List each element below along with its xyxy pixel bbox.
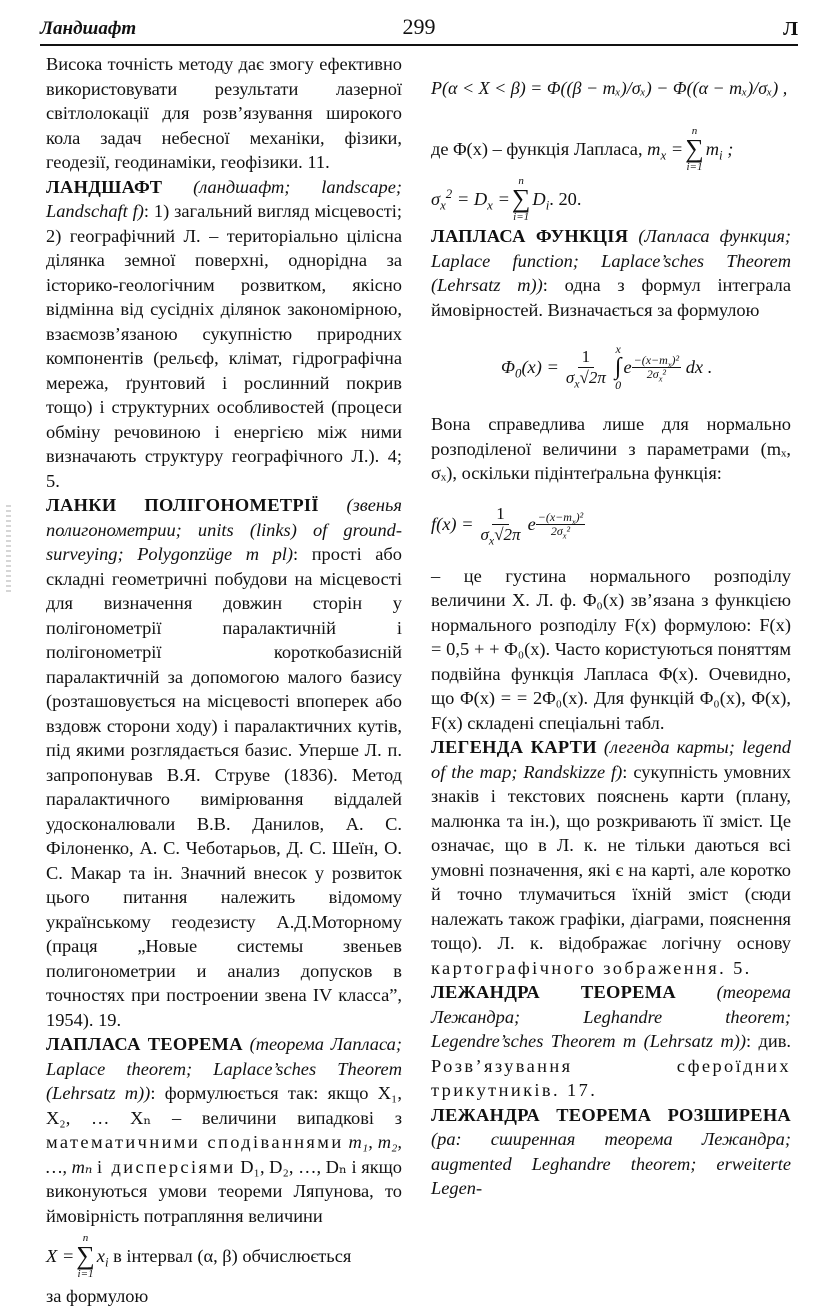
mx-sum: $m_x$ =	[647, 138, 684, 163]
entry-laplasa-teorema	[46, 1032, 402, 1228]
scan-artifact	[6, 505, 11, 595]
entry-laplasa-funktsiia	[431, 224, 791, 322]
entry-translations: (Лапласа функция; Laplace function; Laplace’sches Theorem (Lehrsatz m))	[431, 226, 791, 295]
where-text: де Φ(x) – функція Лапласа,	[431, 138, 643, 159]
entry-definition: : сукупність умовних знаків і текстових пояснень карти (плану, малюнка та ін.), що розкривають її зміст. Це означає, що в Л. к. не тільки даються всі умовні позначення, які є на карті, але коротко й точно тлумачиться їхній зміст (сюди належать також графіки, діаграми, пояснення тощо). Л. к. відображає логічну основу	[431, 761, 791, 953]
integral-operator: x ∫ 0	[614, 342, 622, 392]
page-number: 299	[402, 14, 436, 39]
x-sum-formula	[46, 1228, 402, 1284]
prob-formula-text: P(α < X < β) = Φ((β − mₓ)/σₓ) − Φ((α − mₓ)/σₓ) ,	[431, 77, 788, 98]
spaced-text: і дисперсіями	[96, 1156, 236, 1177]
entry-translations: (ландшафт; landscape; Landschaft f)	[46, 176, 402, 221]
entry-term: ЛАПЛАСА ТЕОРЕМА	[46, 1034, 243, 1054]
entry-definition: : формулюється так: якщо X₁, X₂, … Xₙ – величини випадкові з	[46, 1083, 402, 1128]
entry-definition: : прості або складні геометричні побудови на місцевості для визначення довжин сторін у полігонометрії паралактичній і полігонометрії короткобазисній паралактичній за допомогою малого базису (розташовується на місцевості впоперек або вздовж сторони ходу) і паралактичних кутів, під якими розглядається базис. Уперше Л. п. запропонував В.Я. Струве (1836). Метод паралактичного вимірювання віддалей удосконалювали В.В. Данилов, А. С. Філоненко, А. С. Чеботарьов, Д. С. Шеїн, О. С. Макар та ін. Значний внесок у розвиток цього питання належить відомому українському геодезисту А.Д.Моторному (праця „Новые системы звеньев полигонометрии и анализ допусков в точностях при построении звена IV класса”, 1954). 19.	[46, 544, 402, 1030]
formula-lead-text: за формулою	[46, 1286, 149, 1306]
fraction: $\frac{1}{\sigma_x√2\pi}$	[565, 346, 606, 390]
phi0-formula: $\Phi_0(x)$ = $\frac{1}{\sigma_x√2\pi}$ x ∫ 0 e $-(x-m_x)^2$ $2\sigma_x^2$ dx .	[501, 342, 713, 392]
paragraph-continuation: Висока точність методу дає змогу ефективно використовувати результати лазерної світлолокації для розв’язування широкого кола задач небесної механіки, фізики, геодезії, геодинаміки, геофізики. 11.	[46, 54, 402, 172]
entry-term: ЛЕЖАНДРА ТЕОРЕМА РОЗШИРЕНА	[431, 1104, 791, 1125]
entry-term: ЛЕЖАНДРА ТЕОРЕМА	[431, 982, 676, 1002]
left-column	[46, 52, 402, 1309]
entry-lezhandra-teorema	[431, 980, 791, 1103]
entry-definition-cont: D₁, D₂, …, Dₙ і якщо виконуються умови теореми Ляпунова, то ймовірність потрапляння величини	[46, 1156, 402, 1226]
density-text: – це густина нормального розподілу величини X. Л. ф. Φ₀(x) зв’язана з функцією нормального розподілу F(x) формулою: F(x) = 0,5 + + Φ₀(x). Часто користуються поняттям подвійна функція Лапласа Φ(x). Очевидно, що Φ(x) = = 2Φ₀(x). Для функцій Φ₀(x), Φ(x), F(x) складені спеціальні табл.	[431, 565, 791, 733]
math-xi: $x_i$	[96, 1245, 109, 1270]
exponent: $-(x-m_x)^2$ $2\sigma_x^2$	[633, 352, 680, 383]
header-section-name: Ландшафт	[40, 18, 137, 39]
where-line: де Φ(x) – функція Лапласа, $m_x$ = n ∑ i=1 $m_i$ ;	[431, 125, 734, 173]
header-rule	[40, 44, 798, 46]
entry-definition: : 1) загальний вигляд місцевості; 2) географічний Л. – територіально цілісна ділянка земної поверхні, однорідна за історико-геологічним розвитком, якісно відмінна від сусідніх ділянок закономірною, взаємозв’язаною сукупністю природних компонентів (рельєф, клімат, гідрографічна мережа, ґрунтовий і рослинний покрив тощо) і структурних особливостей (процеси обміну речовиною і енергією між ними визначають структуру географічного Л.). 4; 5.	[46, 201, 402, 491]
sum-operator: n ∑ i=1	[685, 125, 704, 173]
probability-formula	[431, 52, 791, 124]
entry-term: ЛЕГЕНДА КАРТИ	[431, 737, 597, 757]
spaced-text: картографічного зображення. 5.	[431, 957, 752, 978]
density-formula: f(x) = $\frac{1}{\sigma_x√2\pi}$ e $-(x-m_x)^2$ $2\sigma_x^2$	[431, 504, 584, 548]
header-letter: Л	[783, 18, 798, 40]
right-column	[431, 52, 791, 1201]
running-header	[40, 14, 798, 42]
math-inline: m₁, m₂, …, mₙ	[46, 1132, 402, 1177]
entry-translations: (теорема Лапласа; Laplace theorem; Laplace’sches Theorem (Lehrsatz m))	[46, 1034, 402, 1103]
entry-definition: : див.	[746, 1031, 791, 1051]
fraction: $\frac{1}{\sigma_x√2\pi}$	[480, 504, 521, 548]
entry-translations: (легенда карты; legend of the map; Randskizze f)	[431, 737, 791, 782]
spaced-text: математичними сподіваннями	[46, 1132, 344, 1152]
entry-term: ЛАНКИ ПОЛІГОНОМЕТРІЇ	[46, 495, 319, 515]
entry-translations: (звенья полигонометрии; units (links) of ground-surveying; Polygonzüge m pl)	[46, 495, 402, 564]
sum-operator: n ∑ i=1	[511, 175, 531, 223]
entry-translations: (ра: сширенная теорема Лежандра; augmented Leghandre theorem; erweiterte Legen-	[431, 1129, 791, 1198]
normal-distribution-text: Вона справедлива лише для нормально розподіленої величини з параметрами (mₓ, σₓ), оскільки підінтеґральна функція:	[431, 414, 791, 483]
math-x: X =	[46, 1245, 75, 1266]
formula-trailing-text: в інтервал (α, β) обчислюється	[113, 1245, 352, 1266]
entry-translations: (теорема Лежандра; Leghandre theorem; Legendre’sches Theorem m (Lehrsatz m))	[431, 982, 791, 1051]
sigma-line: $\sigma_x^2 = D_x$ = n ∑ i=1 $D_i$ . 20.	[431, 175, 582, 223]
entry-definition: : одна з формул інтеграла ймовірностей. Визначається за формулою	[431, 275, 791, 320]
entry-term: ЛАНДШАФТ	[46, 176, 163, 197]
exponent: $-(x-m_x)^2$ $2\sigma_x^2$	[537, 510, 584, 541]
entry-legenda-karty	[431, 735, 791, 980]
sum-operator: n ∑ i=1	[76, 1232, 95, 1280]
cross-reference: Розв’язування сфероїдних трикутників. 17.	[431, 1055, 791, 1100]
sigma-line-tail: . 20.	[549, 188, 582, 209]
entry-lanky-poligonometrii	[46, 493, 402, 1032]
entry-lezhandra-rozshyrena	[431, 1103, 791, 1201]
entry-landshaft	[46, 175, 402, 494]
entry-term: ЛАПЛАСА ФУНКЦІЯ	[431, 226, 629, 246]
